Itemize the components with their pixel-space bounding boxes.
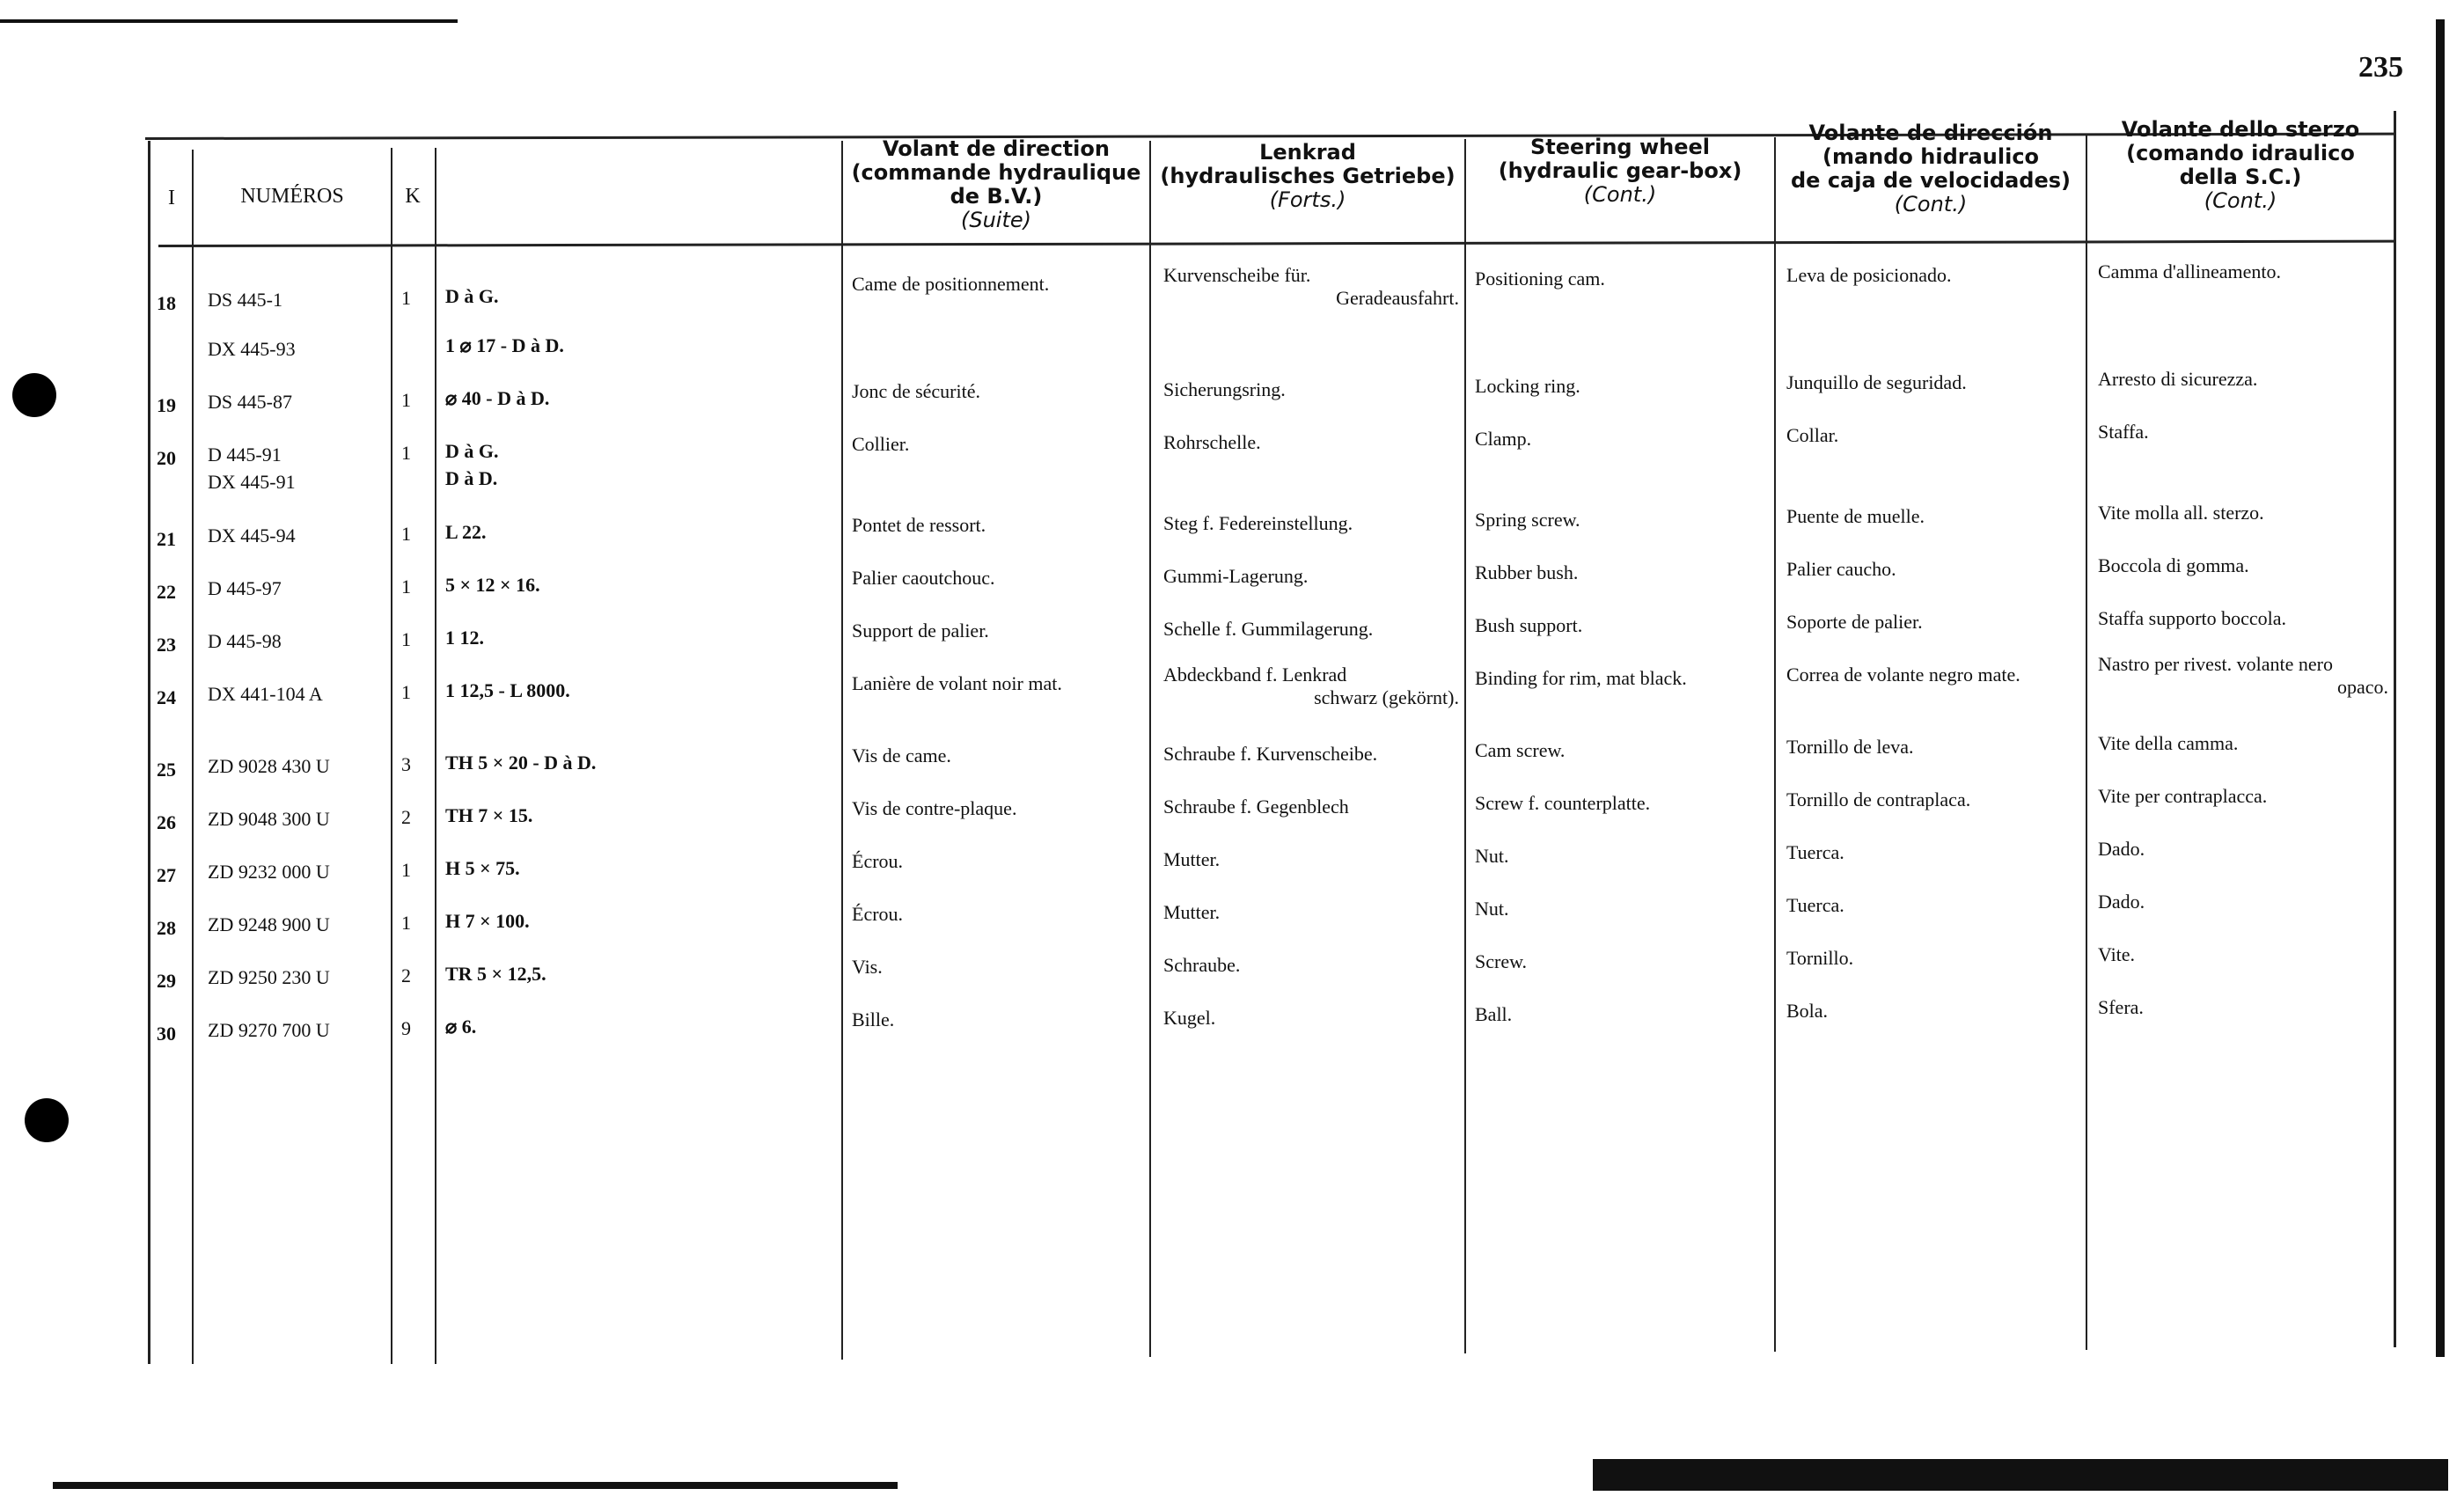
header-col-numeros: NUMÉROS bbox=[240, 185, 344, 208]
desc-fr: Jonc de sécurité. bbox=[852, 380, 980, 402]
desc-es: Tuerca. bbox=[1786, 841, 1844, 863]
part-spec: D à G. bbox=[445, 440, 499, 462]
col-divider-numeros bbox=[391, 148, 392, 1364]
desc-de bbox=[1163, 664, 1459, 709]
desc-fr: Vis de contre-plaque. bbox=[852, 797, 1017, 819]
punch-hole-top bbox=[12, 373, 56, 417]
desc-it-line: Nastro per rivest. volante nero bbox=[2098, 653, 2333, 675]
col-divider-k bbox=[435, 148, 436, 1364]
desc-de: Schraube f. Kurvenscheibe. bbox=[1163, 743, 1378, 765]
desc-it: Vite della camma. bbox=[2098, 732, 2239, 754]
desc-de: Mutter. bbox=[1163, 848, 1221, 870]
desc-fr: Collier. bbox=[852, 433, 910, 455]
desc-de: Mutter. bbox=[1163, 901, 1221, 923]
row-index: 27 bbox=[157, 864, 176, 886]
row-index: 24 bbox=[157, 686, 176, 708]
part-spec: ⌀ 6. bbox=[445, 1016, 477, 1038]
desc-it: Vite. bbox=[2098, 943, 2136, 965]
desc-it: Boccola di gomma. bbox=[2098, 554, 2249, 576]
part-number: D 445-91 bbox=[208, 444, 282, 466]
desc-de bbox=[1163, 264, 1459, 310]
part-number: ZD 9028 430 U bbox=[208, 755, 330, 777]
desc-de: Gummi-Lagerung. bbox=[1163, 565, 1309, 587]
part-number: DX 445-91 bbox=[208, 471, 296, 493]
part-number: D 445-97 bbox=[208, 577, 282, 599]
desc-it: Dado. bbox=[2098, 891, 2145, 913]
part-number: ZD 9270 700 U bbox=[208, 1019, 330, 1041]
desc-it: Staffa supporto boccola. bbox=[2098, 607, 2287, 629]
desc-it: Dado. bbox=[2098, 838, 2145, 860]
part-spec: 1 12. bbox=[445, 627, 484, 649]
part-spec: L 22. bbox=[445, 521, 487, 543]
desc-es: Bola. bbox=[1786, 1000, 1829, 1022]
desc-fr: Came de positionnement. bbox=[852, 273, 1050, 295]
col-divider-en bbox=[1774, 137, 1776, 1352]
desc-es: Soporte de palier. bbox=[1786, 611, 1923, 633]
desc-en: Spring screw. bbox=[1475, 509, 1580, 531]
col-divider-de bbox=[1464, 139, 1466, 1353]
header-german: Lenkrad (hydraulisches Getriebe) (Forts.) bbox=[1160, 140, 1456, 212]
part-number: DX 445-93 bbox=[208, 338, 296, 360]
quantity-k: 2 bbox=[401, 806, 411, 828]
quantity-k: 1 bbox=[401, 681, 411, 703]
bottom-edge-line bbox=[53, 1482, 898, 1489]
desc-es: Correa de volante negro mate. bbox=[1786, 664, 2020, 686]
part-spec: 1 12,5 - L 8000. bbox=[445, 679, 570, 701]
desc-it-line: opaco. bbox=[2336, 676, 2388, 698]
header-col-k: K bbox=[405, 185, 421, 208]
part-number: D 445-98 bbox=[208, 630, 282, 652]
quantity-k: 9 bbox=[401, 1017, 411, 1039]
col-divider-fr bbox=[1149, 141, 1151, 1357]
part-spec: H 7 × 100. bbox=[445, 910, 530, 932]
desc-de-line: Geradeausfahrt. bbox=[1336, 287, 1459, 309]
desc-es: Palier caucho. bbox=[1786, 558, 1896, 580]
part-number: DX 445-94 bbox=[208, 524, 296, 546]
quantity-k: 2 bbox=[401, 964, 411, 986]
part-spec: H 5 × 75. bbox=[445, 857, 520, 879]
desc-de: Schelle f. Gummilagerung. bbox=[1163, 618, 1374, 640]
quantity-k: 1 bbox=[401, 576, 411, 598]
desc-es: Leva de posicionado. bbox=[1786, 264, 1952, 286]
desc-de-line: Abdeckband f. Lenkrad bbox=[1163, 664, 1347, 686]
part-spec: 5 × 12 × 16. bbox=[445, 574, 540, 596]
row-index: 22 bbox=[157, 581, 176, 603]
table-header-rule bbox=[158, 240, 2394, 247]
part-number: ZD 9048 300 U bbox=[208, 808, 330, 830]
desc-en: Clamp. bbox=[1475, 428, 1532, 450]
desc-es: Junquillo de seguridad. bbox=[1786, 371, 1967, 393]
desc-it: Sfera. bbox=[2098, 996, 2144, 1018]
desc-en: Locking ring. bbox=[1475, 375, 1580, 397]
desc-es: Collar. bbox=[1786, 424, 1839, 446]
desc-en: Screw. bbox=[1475, 950, 1528, 972]
col-divider-i bbox=[192, 150, 194, 1364]
desc-en: Bush support. bbox=[1475, 614, 1583, 636]
part-spec: 1 ⌀ 17 - D à D. bbox=[445, 334, 564, 356]
part-number: ZD 9232 000 U bbox=[208, 861, 330, 883]
part-number: DS 445-87 bbox=[208, 391, 292, 413]
page-number: 235 bbox=[2358, 51, 2403, 84]
desc-en: Positioning cam. bbox=[1475, 268, 1605, 290]
desc-it: Vite per contraplacca. bbox=[2098, 785, 2268, 807]
part-number: ZD 9248 900 U bbox=[208, 913, 330, 935]
desc-es: Puente de muelle. bbox=[1786, 505, 1925, 527]
desc-it: Staffa. bbox=[2098, 421, 2149, 443]
punch-hole-bottom bbox=[25, 1098, 69, 1142]
row-index: 21 bbox=[157, 528, 176, 550]
part-spec: D à G. bbox=[445, 285, 499, 307]
right-edge-bar bbox=[2436, 19, 2445, 1357]
row-index: 25 bbox=[157, 759, 176, 781]
bottom-edge-bar bbox=[1593, 1459, 2448, 1491]
desc-fr: Bille. bbox=[852, 1008, 895, 1030]
desc-en: Screw f. counterplatte. bbox=[1475, 792, 1651, 814]
table-right-border bbox=[2394, 111, 2396, 1347]
quantity-k: 1 bbox=[401, 859, 411, 881]
part-number: ZD 9250 230 U bbox=[208, 966, 330, 988]
row-index: 18 bbox=[157, 292, 176, 314]
desc-de: Schraube. bbox=[1163, 954, 1241, 976]
part-spec: TR 5 × 12,5. bbox=[445, 963, 546, 985]
header-english: Steering wheel (hydraulic gear-box) (Cont.) bbox=[1498, 135, 1742, 207]
desc-de: Sicherungsring. bbox=[1163, 378, 1286, 400]
quantity-k: 1 bbox=[401, 389, 411, 411]
quantity-k: 1 bbox=[401, 912, 411, 934]
desc-fr: Lanière de volant noir mat. bbox=[852, 672, 1062, 694]
header-french: Volant de direction (commande hydraulique de B.V.) (Suite) bbox=[851, 136, 1141, 232]
quantity-k: 1 bbox=[401, 287, 411, 309]
desc-de: Schraube f. Gegenblech bbox=[1163, 796, 1349, 818]
desc-de: Rohrschelle. bbox=[1163, 431, 1261, 453]
desc-it: Camma d'allineamento. bbox=[2098, 260, 2282, 282]
row-index: 30 bbox=[157, 1023, 176, 1045]
part-spec: D à D. bbox=[445, 467, 498, 489]
desc-fr: Palier caoutchouc. bbox=[852, 567, 995, 589]
desc-es: Tornillo de contraplaca. bbox=[1786, 788, 1971, 810]
row-index: 26 bbox=[157, 811, 176, 833]
row-index: 23 bbox=[157, 634, 176, 656]
desc-en: Nut. bbox=[1475, 845, 1509, 867]
desc-en: Nut. bbox=[1475, 898, 1509, 920]
desc-it: Arresto di sicurezza. bbox=[2098, 368, 2258, 390]
desc-fr: Pontet de ressort. bbox=[852, 514, 986, 536]
desc-fr: Support de palier. bbox=[852, 620, 989, 642]
desc-en: Binding for rim, mat black. bbox=[1475, 667, 1687, 689]
row-index: 20 bbox=[157, 447, 176, 469]
part-spec: TH 5 × 20 - D à D. bbox=[445, 752, 597, 774]
desc-en: Cam screw. bbox=[1475, 739, 1566, 761]
desc-de-line: schwarz (gekörnt). bbox=[1314, 686, 1459, 708]
quantity-k: 1 bbox=[401, 442, 411, 464]
part-spec: TH 7 × 15. bbox=[445, 804, 533, 826]
desc-it bbox=[2098, 653, 2388, 699]
part-number: DS 445-1 bbox=[208, 289, 282, 311]
desc-de-line: Kurvenscheibe für. bbox=[1163, 264, 1311, 286]
header-italian: Volante dello sterzo (comando idraulico della S.C.) (Cont.) bbox=[2121, 117, 2360, 213]
desc-fr: Vis de came. bbox=[852, 744, 951, 766]
header-spanish: Volante de dirección (mando hidraulico de caja de velocidades) (Cont.) bbox=[1791, 121, 2071, 216]
desc-fr: Écrou. bbox=[852, 850, 904, 872]
desc-fr: Écrou. bbox=[852, 903, 904, 925]
desc-it: Vite molla all. sterzo. bbox=[2098, 502, 2264, 524]
desc-fr: Vis. bbox=[852, 956, 883, 978]
quantity-k: 1 bbox=[401, 628, 411, 650]
header-col-i: I bbox=[168, 187, 175, 209]
row-index: 28 bbox=[157, 917, 176, 939]
col-divider-spec bbox=[841, 141, 843, 1360]
desc-de: Kugel. bbox=[1163, 1007, 1216, 1029]
desc-en: Ball. bbox=[1475, 1003, 1513, 1025]
col-divider-es bbox=[2086, 136, 2087, 1350]
desc-es: Tuerca. bbox=[1786, 894, 1844, 916]
desc-de: Steg f. Federeinstellung. bbox=[1163, 512, 1353, 534]
row-index: 19 bbox=[157, 394, 176, 416]
part-number: DX 441-104 A bbox=[208, 683, 323, 705]
top-edge-line bbox=[0, 19, 458, 23]
table-left-border bbox=[148, 141, 150, 1364]
desc-es: Tornillo de leva. bbox=[1786, 736, 1914, 758]
desc-en: Rubber bush. bbox=[1475, 561, 1579, 583]
quantity-k: 1 bbox=[401, 523, 411, 545]
quantity-k: 3 bbox=[401, 753, 411, 775]
desc-es: Tornillo. bbox=[1786, 947, 1854, 969]
part-spec: ⌀ 40 - D à D. bbox=[445, 387, 550, 409]
row-index: 29 bbox=[157, 970, 176, 992]
